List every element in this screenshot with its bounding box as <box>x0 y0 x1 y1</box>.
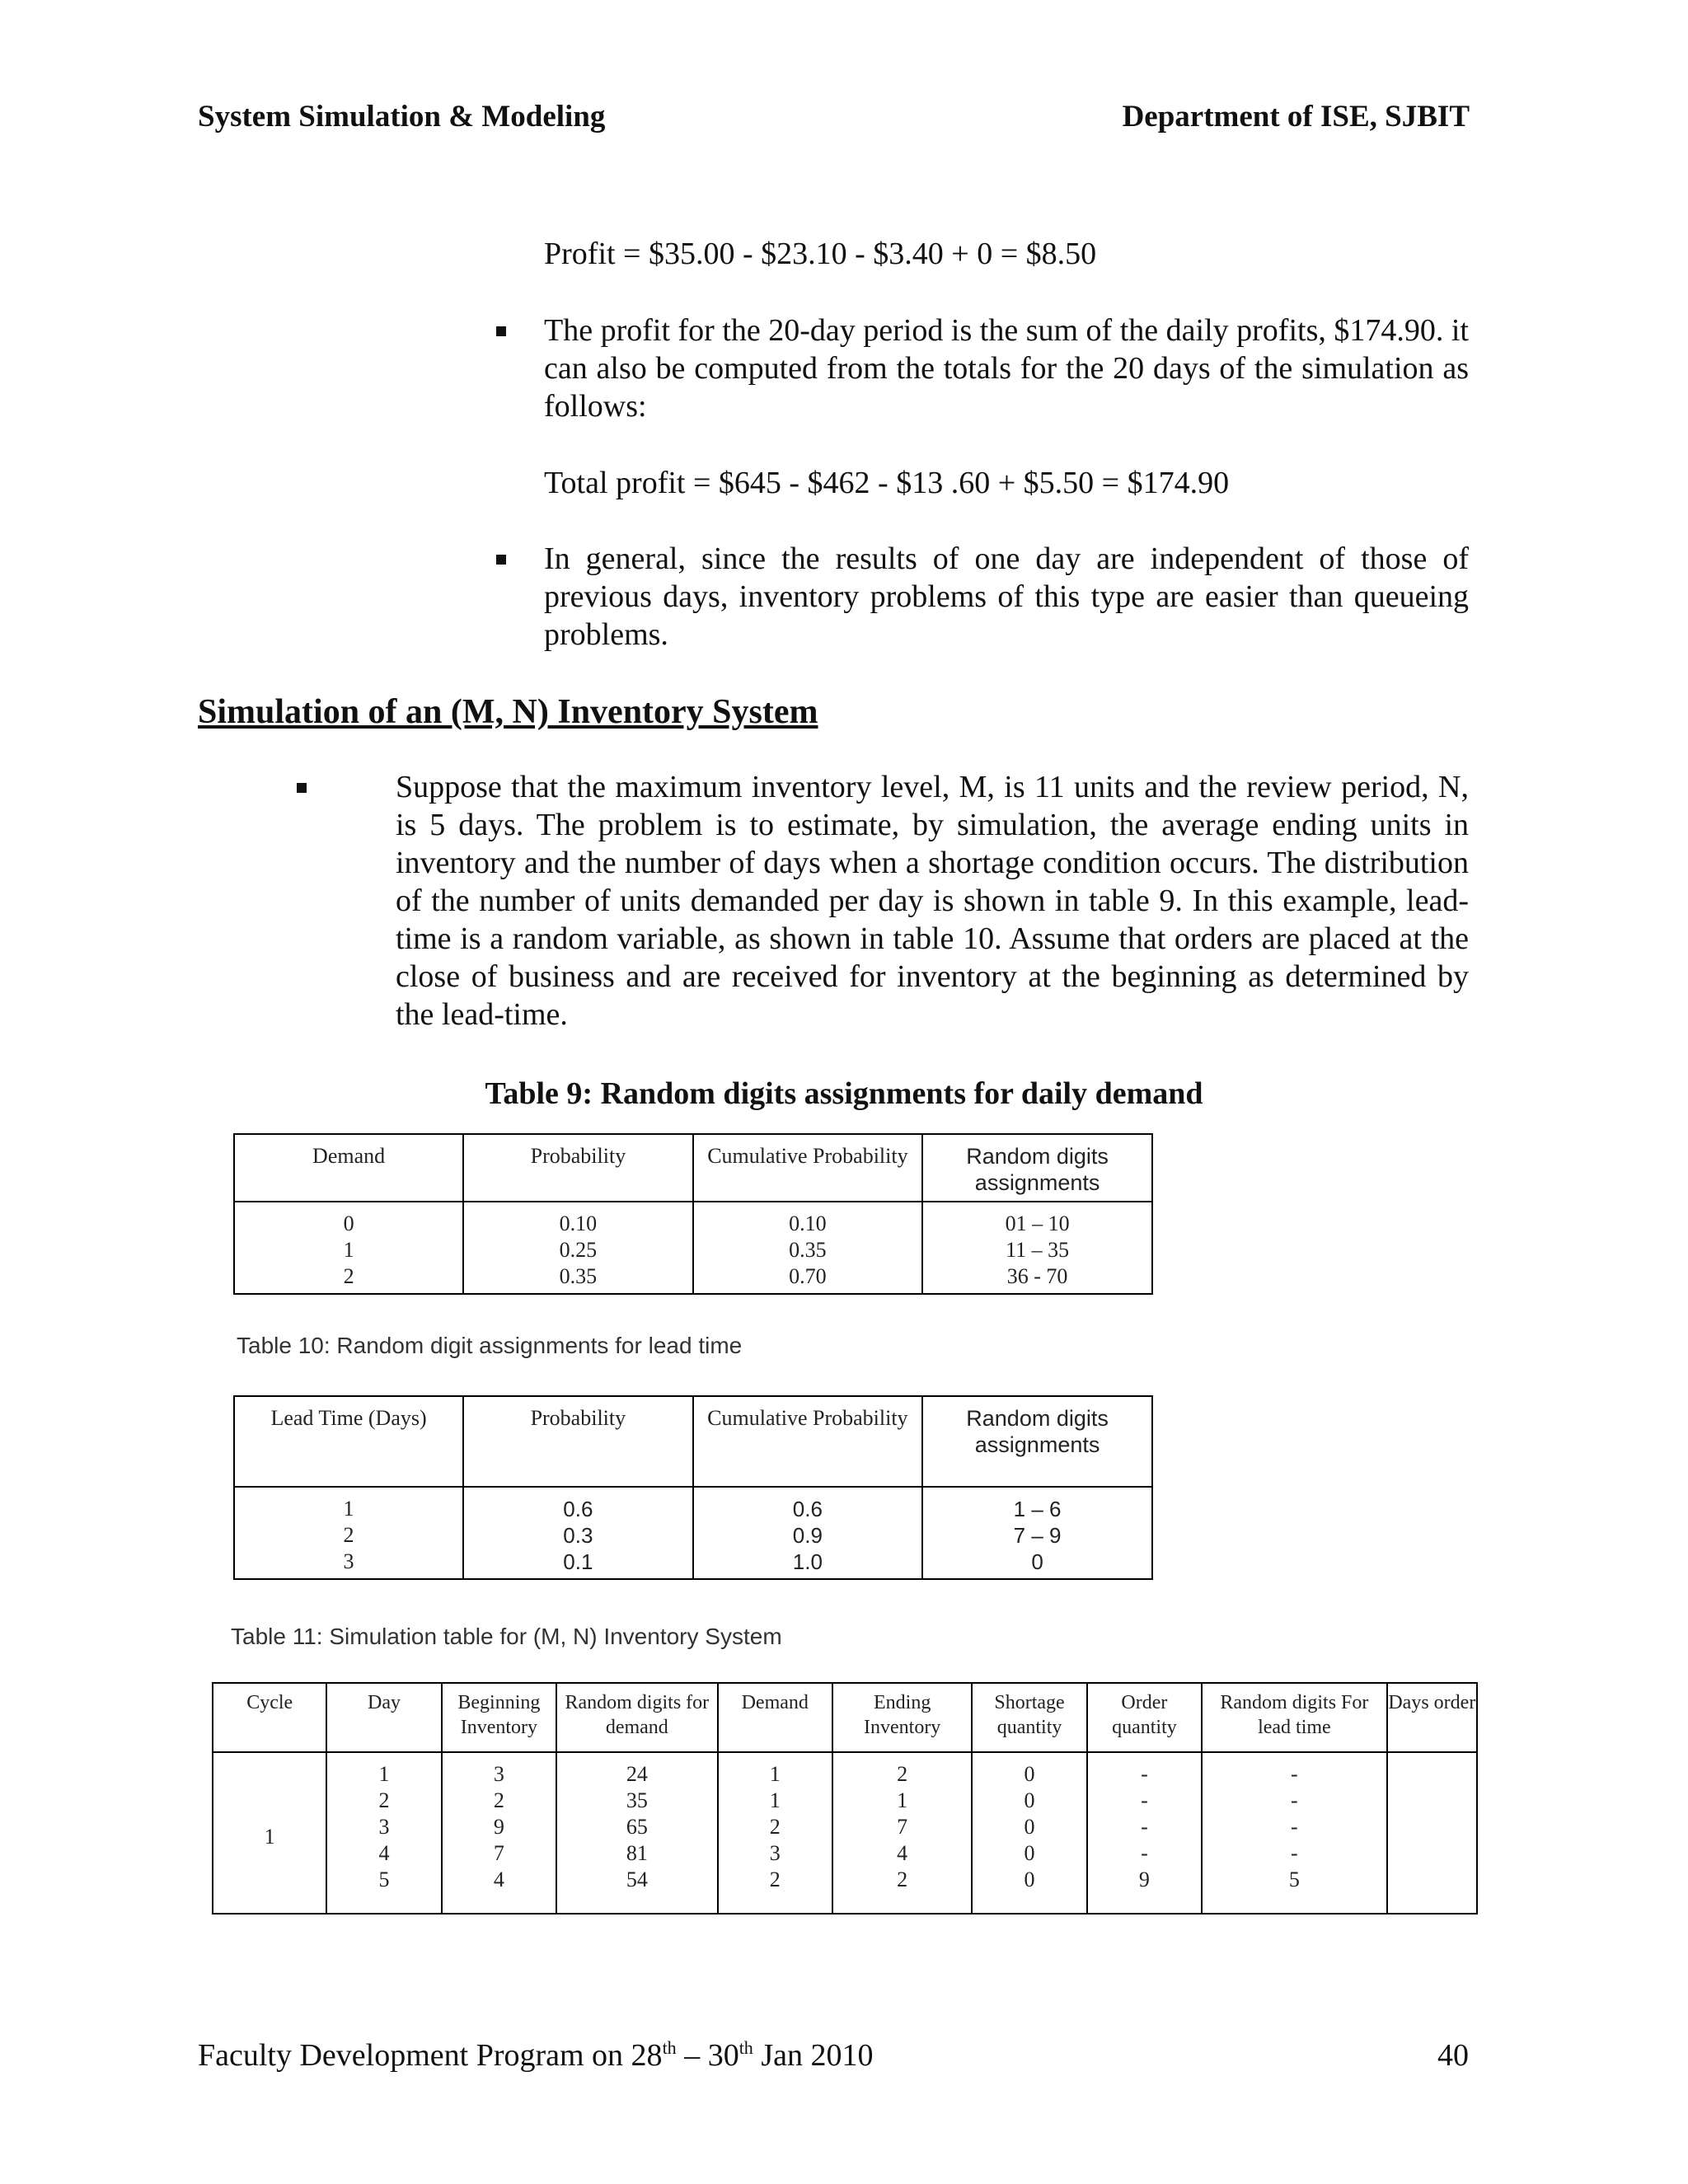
general-bullet-text: In general, since the results of one day are independent of those of previous days, inventory problems of this type are easier than queueing problems. <box>544 541 1469 652</box>
bullet-icon <box>496 555 506 565</box>
profit-bullet-text: The profit for the 20-day period is the sum of the daily profits, $174.90. it can also be computed from the totals for the 20 days of the simulation as follows: <box>544 313 1469 424</box>
table10 <box>233 1395 1153 1580</box>
table10-caption: Table 10: Random digit assignments for lead time <box>237 1333 743 1358</box>
table10-cell: 1 2 3 <box>234 1487 463 1579</box>
header-right: Department of ISE, SJBIT <box>1122 100 1470 134</box>
table9-header: Probability <box>463 1134 692 1202</box>
table9 <box>233 1133 1153 1295</box>
table10-header: Lead Time (Days) <box>234 1396 463 1487</box>
table11-cell <box>1387 1752 1477 1914</box>
table10-cell: 0.6 0.9 1.0 <box>693 1487 923 1579</box>
bullet-icon <box>496 326 506 336</box>
table9-cell: 0 1 2 <box>234 1202 463 1294</box>
table11-cycle-cell: 1 <box>213 1752 326 1914</box>
page-number: 40 <box>1437 2038 1469 2073</box>
table11-cell: 1 1 2 3 2 <box>718 1752 832 1914</box>
table11-cell: - - - - 9 <box>1087 1752 1202 1914</box>
table11-cell: 24 35 65 81 54 <box>556 1752 718 1914</box>
table9-caption: Table 9: Random digits assignments for daily demand <box>485 1076 1203 1111</box>
section-bullet-text: Suppose that the maximum inventory level, M, is 11 units and the review period, N, is 5 days. The problem is to estimate, by simulation, the average ending units in inventory and the number of days when a shortage condition occurs. The distribution of the number of units demanded per day is shown in table 9. In this example, lead-time is a random variable, as shown in table 10. Assume that orders are placed at the close of business and are received for inventory at the beginning as determined by the lead-time. <box>396 770 1469 1032</box>
total-profit-line: Total profit = $645 - $462 - $13 .60 + $5.50 = $174.90 <box>544 466 1230 500</box>
footer-text: Faculty Development Program on 28th – 30th Jan 2010 <box>198 2037 874 2073</box>
table11-cell: 1 2 3 4 5 <box>326 1752 441 1914</box>
profit-line: Profit = $35.00 - $23.10 - $3.40 + 0 = $8.50 <box>544 237 1097 271</box>
table11-cell: 3 2 9 7 4 <box>442 1752 556 1914</box>
table10-header: Probability <box>463 1396 693 1487</box>
table11-header: Day <box>326 1683 441 1752</box>
table9-cell: 01 – 10 11 – 35 36 - 70 <box>922 1202 1152 1294</box>
table11-header: Random digits For lead time <box>1202 1683 1387 1752</box>
table11-header: Shortage quantity <box>972 1683 1086 1752</box>
table11-caption: Table 11: Simulation table for (M, N) Inventory System <box>231 1624 782 1649</box>
table11-header: Order quantity <box>1087 1683 1202 1752</box>
table11-cell: - - - - 5 <box>1202 1752 1387 1914</box>
section-heading: Simulation of an (M, N) Inventory System <box>198 693 818 731</box>
table10-cell: 0.6 0.3 0.1 <box>463 1487 693 1579</box>
table9-header: Demand <box>234 1134 463 1202</box>
table11-header: Cycle <box>213 1683 326 1752</box>
table11-header: Beginning Inventory <box>442 1683 556 1752</box>
table11-header: Ending Inventory <box>832 1683 972 1752</box>
header-left: System Simulation & Modeling <box>198 100 606 134</box>
table11 <box>212 1682 1478 1915</box>
table9-cell: 0.10 0.25 0.35 <box>463 1202 692 1294</box>
table9-header: Cumulative Probability <box>693 1134 923 1202</box>
table9-cell: 0.10 0.35 0.70 <box>693 1202 923 1294</box>
table11-cell: 0 0 0 0 0 <box>972 1752 1086 1914</box>
table10-cell: 1 – 6 7 – 9 0 <box>922 1487 1152 1579</box>
table10-header: Random digits assignments <box>922 1396 1152 1487</box>
table9-header: Random digits assignments <box>922 1134 1152 1202</box>
table10-header: Cumulative Probability <box>693 1396 923 1487</box>
bullet-icon <box>297 783 307 793</box>
table11-cell: 2 1 7 4 2 <box>832 1752 972 1914</box>
table11-header: Random digits for demand <box>556 1683 718 1752</box>
table11-header: Demand <box>718 1683 832 1752</box>
table11-header: Days order <box>1387 1683 1477 1752</box>
